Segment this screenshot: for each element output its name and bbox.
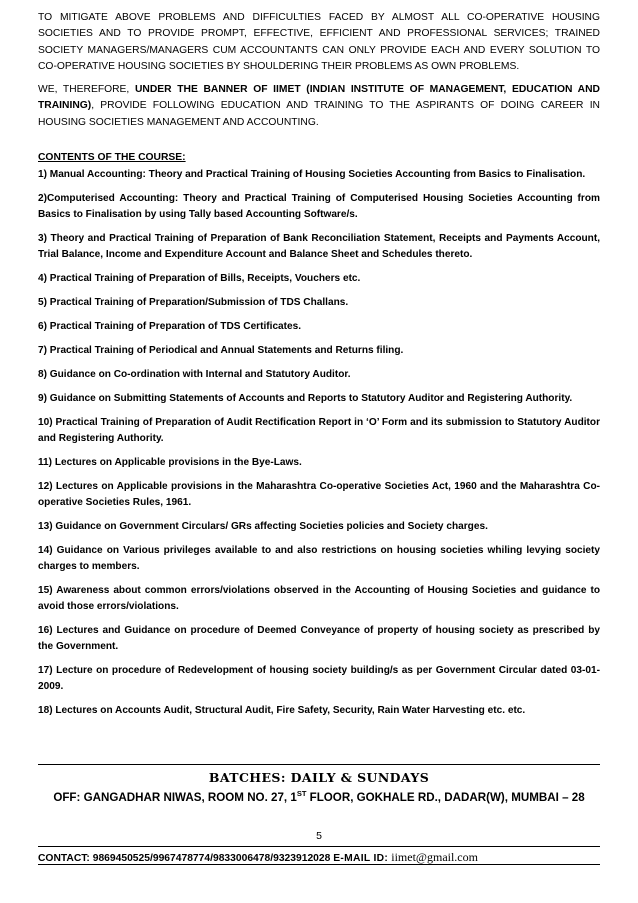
- course-item: 14) Guidance on Various privileges available to and also restrictions on housing societies whiling levying society charges to members.: [38, 545, 600, 573]
- contact-divider: [38, 846, 600, 847]
- footer-top-divider: [38, 764, 600, 765]
- office-address-start: OFF: GANGADHAR NIWAS, ROOM NO. 27, 1: [53, 790, 297, 804]
- email-label: E-MAIL ID:: [333, 853, 392, 864]
- course-item: 12) Lectures on Applicable provisions in the Maharashtra Co-operative Societies Act, 1960 and the Maharashtra Co-operative Societies Rules, 1961.: [38, 481, 600, 509]
- iimet-banner-text: UNDER THE BANNER OF IIMET (INDIAN INSTITUTE OF MANAGEMENT, EDUCATION AND TRAINING): [38, 84, 600, 112]
- intro-paragraph-2: [38, 82, 600, 131]
- course-item: 1) Manual Accounting: Theory and Practical Training of Housing Societies Accounting from Basics to Finalisation.: [38, 169, 586, 181]
- batches-banner: BATCHES: DAILY & SUNDAYS: [208, 770, 430, 785]
- document-body: [38, 10, 600, 727]
- intro-paragraph-1: TO MITIGATE ABOVE PROBLEMS AND DIFFICULTIES FACED BY ALMOST ALL CO-OPERATIVE HOUSING SOCIETIES AND TO PROVIDE PROMPT, EFFECTIVE, EFFICIENT AND PROFESSIONAL SERVICES; TRAINED SOCIETY MANAGERS/MANAGERS CUM ACCOUNTANTS CAN ONLY PROVIDE EACH AND EVERY SOLUTION TO CO-OPERATIVE HOUSING SOCIETIES BY SHOULDERING THEIR PROBLEMS AS OWN PROBLEMS.: [38, 12, 600, 72]
- course-contents-list: [38, 167, 600, 719]
- course-item: 13) Guidance on Government Circulars/ GRs affecting Societies policies and Society charges.: [38, 521, 488, 533]
- course-item: 16) Lectures and Guidance on procedure of Deemed Conveyance of property of housing society as prescribed by the Government.: [38, 625, 600, 653]
- course-item: 5) Practical Training of Preparation/Submission of TDS Challans.: [38, 297, 349, 309]
- contact-line: [38, 850, 478, 865]
- course-item: 6) Practical Training of Preparation of TDS Certificates.: [38, 321, 302, 333]
- intro-paragraph-2-end: , PROVIDE FOLLOWING EDUCATION AND TRAINING TO THE ASPIRANTS OF DOING CAREER IN HOUSING SOCIETIES MANAGEMENT AND ACCOUNTING.: [38, 100, 600, 128]
- course-item: 10) Practical Training of Preparation of Audit Rectification Report in ‘O’ Form and its submission to Statutory Auditor and Registering Authority.: [38, 417, 600, 445]
- office-address-end: FLOOR, GOKHALE RD., DADAR(W), MUMBAI – 28: [306, 790, 585, 804]
- course-contents-heading: CONTENTS OF THE COURSE:: [38, 152, 186, 164]
- course-item: 11) Lectures on Applicable provisions in the Bye-Laws.: [38, 457, 302, 469]
- course-item: 4) Practical Training of Preparation of Bills, Receipts, Vouchers etc.: [38, 273, 361, 285]
- email-address: iimet@gmail.com: [391, 850, 478, 864]
- course-item: 15) Awareness about common errors/violations observed in the Accounting of Housing Societies and guidance to avoid those errors/violations.: [38, 585, 600, 613]
- course-item: 9) Guidance on Submitting Statements of Accounts and Reports to Statutory Auditor and Registering Authority.: [38, 393, 573, 405]
- course-item: 2)Computerised Accounting: Theory and Practical Training of Computerised Housing Societies Accounting from Basics to Finalisation by using Tally based Accounting Software/s.: [38, 193, 600, 221]
- course-item: 3) Theory and Practical Training of Preparation of Bank Reconciliation Statement, Receipts and Payments Account, Trial Balance, Income and Expenditure Account and Balance Sheet and Schedules thereto.: [38, 233, 600, 261]
- page-number: 5: [316, 830, 322, 842]
- office-floor-suffix: ST: [296, 789, 307, 798]
- office-address: [0, 789, 638, 804]
- course-item: 17) Lecture on procedure of Redevelopment of housing society building/s as per Government Circular dated 03-01-2009.: [38, 665, 600, 693]
- course-item: 18) Lectures on Accounts Audit, Structural Audit, Fire Safety, Security, Rain Water Harvesting etc. etc.: [38, 705, 526, 717]
- course-item: 7) Practical Training of Periodical and Annual Statements and Returns filing.: [38, 345, 404, 357]
- contact-bottom-divider: [38, 864, 600, 865]
- intro-paragraph-2-start: WE, THEREFORE,: [38, 84, 135, 96]
- contact-numbers: CONTACT: 9869450525/9967478774/9833006478/9323912028: [38, 853, 334, 864]
- course-item: 8) Guidance on Co-ordination with Internal and Statutory Auditor.: [38, 369, 351, 381]
